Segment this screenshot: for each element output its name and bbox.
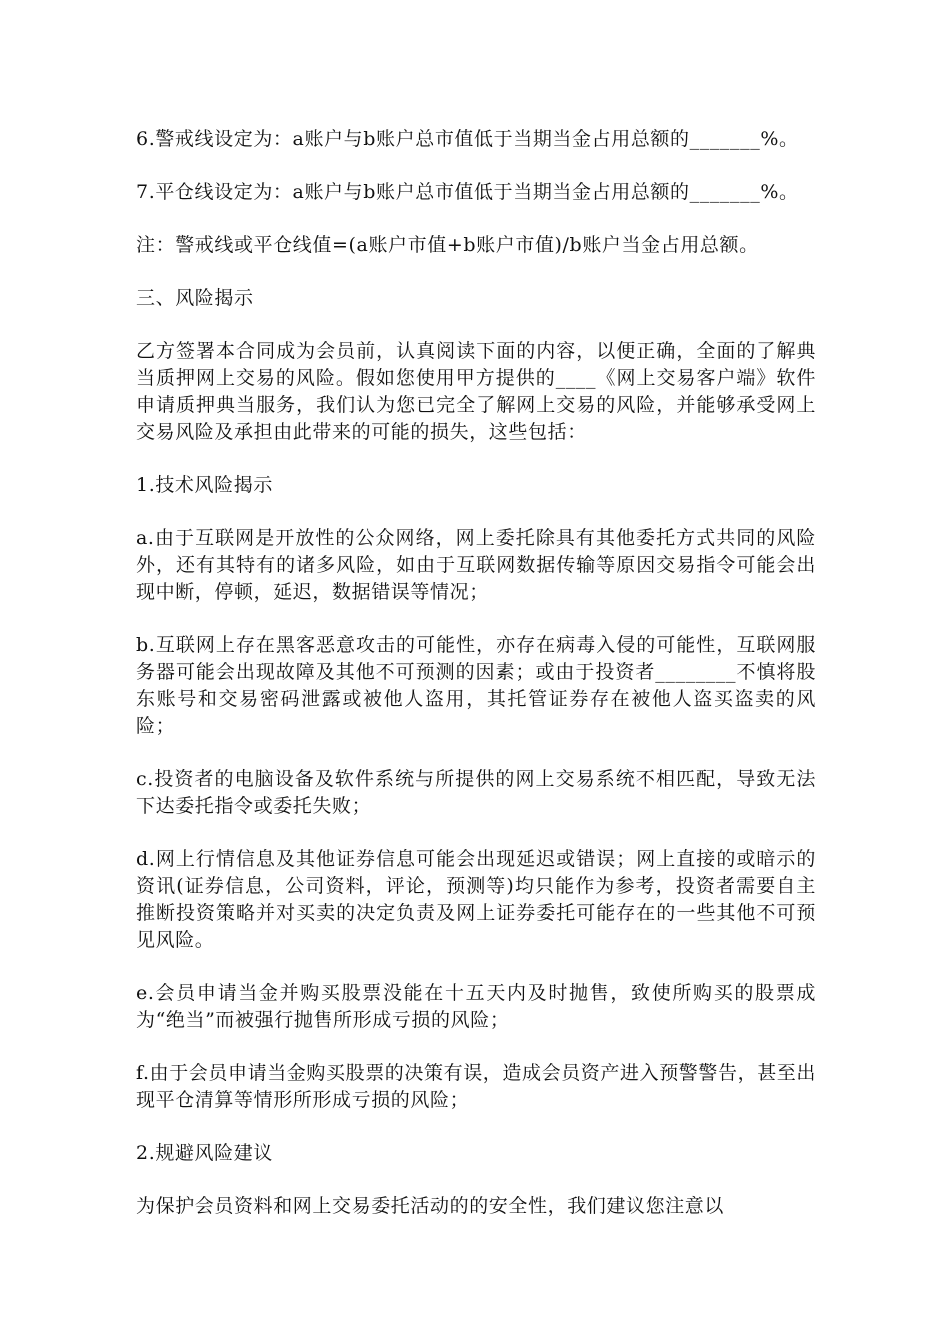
risk-item-c: c.投资者的电脑设备及软件系统与所提供的网上交易系统不相匹配，导致无法下达委托指令或委托失败； xyxy=(136,768,816,817)
note-formula: 注：警戒线或平仓线值=(a账户市值+b账户市值)/b账户当金占用总额。 xyxy=(136,234,759,256)
clause-warning-line: 6.警戒线设定为：a账户与b账户总市值低于当期当金占用总额的_______%。 xyxy=(136,128,799,150)
risk-item-d: d.网上行情信息及其他证券信息可能会出现延迟或错误；网上直接的或暗示的资讯(证券信息，公司资料，评论，预测等)均只能作为参考，投资者需要自主推断投资策略并对买卖的决定负责及网上证券委托可能存在的一些其他不可预见风险。 xyxy=(136,848,816,951)
advice-paragraph: 为保护会员资料和网上交易委托活动的的安全性，我们建议您注意以 xyxy=(136,1195,725,1217)
clause-liquidation-line: 7.平仓线设定为：a账户与b账户总市值低于当期当金占用总额的_______%。 xyxy=(136,181,799,203)
section-heading-risk-disclosure: 三、风险揭示 xyxy=(136,287,254,309)
risk-item-b: b.互联网上存在黑客恶意攻击的可能性，亦存在病毒入侵的可能性，互联网服务器可能会出现故障及其他不可预测的因素；或由于投资者________不慎将股东账号和交易密码泄露或被他人盗用，其托管证券存在被他人盗买盗卖的风险； xyxy=(136,634,816,737)
subheading-technical-risk: 1.技术风险揭示 xyxy=(136,474,273,496)
risk-item-e: e.会员申请当金并购买股票没能在十五天内及时抛售，致使所购买的股票成为“绝当”而被强行抛售所形成亏损的风险； xyxy=(136,982,816,1031)
risk-item-a: a.由于互联网是开放性的公众网络，网上委托除具有其他委托方式共同的风险外，还有其特有的诸多风险，如由于互联网数据传输等原因交易指令可能会出现中断，停顿，延迟，数据错误等情况； xyxy=(136,527,816,603)
intro-paragraph: 乙方签署本合同成为会员前，认真阅读下面的内容，以便正确，全面的了解典当质押网上交易的风险。假如您使用甲方提供的____《网上交易客户端》软件申请质押典当服务，我们认为您已完全了解网上交易的风险，并能够承受网上交易风险及承担由此带来的可能的损失，这些包括： xyxy=(136,340,816,443)
subheading-risk-avoidance: 2.规避风险建议 xyxy=(136,1142,273,1164)
risk-item-f: f.由于会员申请当金购买股票的决策有误，造成会员资产进入预警警告，甚至出现平仓清算等情形所形成亏损的风险； xyxy=(136,1062,816,1111)
document-body xyxy=(136,126,816,1246)
